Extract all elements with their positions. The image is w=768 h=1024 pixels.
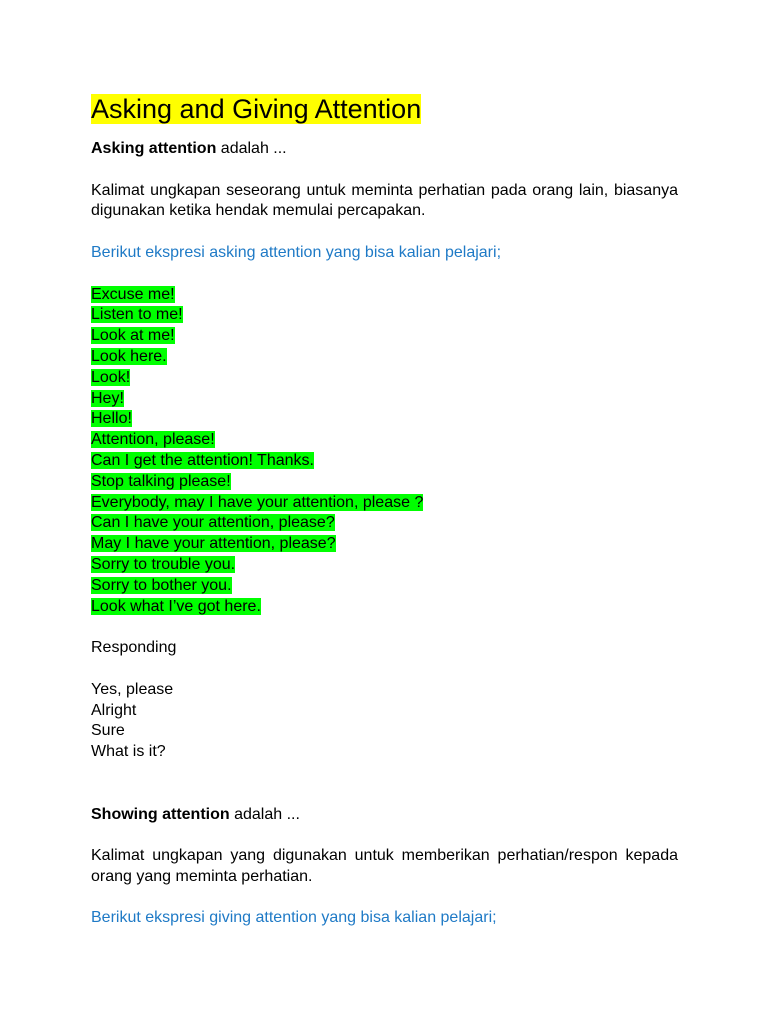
list-item-text: Listen to me! bbox=[91, 306, 183, 324]
list-item bbox=[91, 472, 678, 493]
asking-attention-term: Asking attention bbox=[91, 140, 217, 157]
list-item-text: Alright bbox=[91, 701, 137, 719]
responding-heading: Responding bbox=[91, 639, 177, 657]
list-item-text: Sure bbox=[91, 722, 125, 740]
list-item bbox=[91, 305, 678, 326]
showing-attention-suffix: adalah ... bbox=[229, 805, 300, 823]
list-item bbox=[91, 451, 678, 472]
list-item bbox=[91, 555, 678, 576]
spacer bbox=[91, 888, 678, 909]
list-item bbox=[91, 721, 678, 742]
list-item-text: Excuse me! bbox=[91, 285, 175, 303]
list-item-text: Stop talking please! bbox=[91, 472, 231, 490]
showing-attention-heading bbox=[91, 805, 678, 826]
list-item-text: May I have your attention, please? bbox=[91, 535, 336, 553]
asking-attention-heading bbox=[91, 139, 678, 160]
asking-attention-suffix: adalah ... bbox=[216, 140, 287, 157]
list-item bbox=[91, 285, 678, 306]
spacer bbox=[91, 222, 678, 243]
list-item bbox=[91, 576, 678, 597]
spacer bbox=[91, 659, 678, 680]
list-item-text: Look what I’ve got here. bbox=[91, 597, 261, 615]
asking-attention-intro: Berikut ekspresi asking attention yang bisa kalian pelajari; bbox=[91, 243, 502, 261]
spacer bbox=[91, 160, 678, 181]
list-item bbox=[91, 513, 678, 534]
list-item-text: Hello! bbox=[91, 410, 132, 428]
list-item bbox=[91, 409, 678, 430]
list-item bbox=[91, 742, 678, 763]
list-item-text: Sorry to bother you. bbox=[91, 576, 232, 594]
list-item bbox=[91, 680, 678, 701]
list-item bbox=[91, 493, 678, 514]
page-title bbox=[91, 93, 678, 125]
showing-attention-term: Showing attention bbox=[91, 805, 230, 823]
list-item-text: Sorry to trouble you. bbox=[91, 555, 236, 573]
list-item bbox=[91, 534, 678, 555]
list-item-text: Can I get the attention! Thanks. bbox=[91, 451, 314, 469]
responding-list bbox=[91, 680, 678, 763]
list-item-text: Everybody, may I have your attention, please ? bbox=[91, 493, 424, 511]
list-item-text: What is it? bbox=[91, 743, 166, 761]
list-item-text: Can I have your attention, please? bbox=[91, 514, 335, 532]
list-item bbox=[91, 368, 678, 389]
spacer bbox=[91, 825, 678, 846]
list-item bbox=[91, 326, 678, 347]
list-item-text: Attention, please! bbox=[91, 431, 215, 449]
document-content bbox=[91, 93, 678, 929]
list-item-text: Look! bbox=[91, 368, 131, 386]
showing-attention-definition: Kalimat ungkapan yang digunakan untuk memberikan perhatian/respon kepada orang yang meminta perhatian. bbox=[91, 847, 678, 885]
spacer bbox=[91, 264, 678, 285]
showing-attention-intro: Berikut ekspresi giving attention yang bisa kalian pelajari; bbox=[91, 909, 497, 927]
list-item-text: Look here. bbox=[91, 347, 167, 365]
list-item-text: Yes, please bbox=[91, 680, 174, 698]
list-item bbox=[91, 597, 678, 618]
list-item-text: Hey! bbox=[91, 389, 124, 407]
list-item bbox=[91, 389, 678, 410]
list-item bbox=[91, 347, 678, 368]
spacer bbox=[91, 617, 678, 638]
list-item bbox=[91, 701, 678, 722]
list-item bbox=[91, 430, 678, 451]
list-item-text: Look at me! bbox=[91, 327, 175, 345]
page-title-text: Asking and Giving Attention bbox=[91, 94, 422, 124]
asking-expression-list bbox=[91, 285, 678, 618]
spacer bbox=[91, 763, 678, 805]
asking-attention-definition: Kalimat ungkapan seseorang untuk meminta perhatian pada orang lain, biasanya digunakan ketika hendak memulai percapakan. bbox=[91, 181, 678, 220]
